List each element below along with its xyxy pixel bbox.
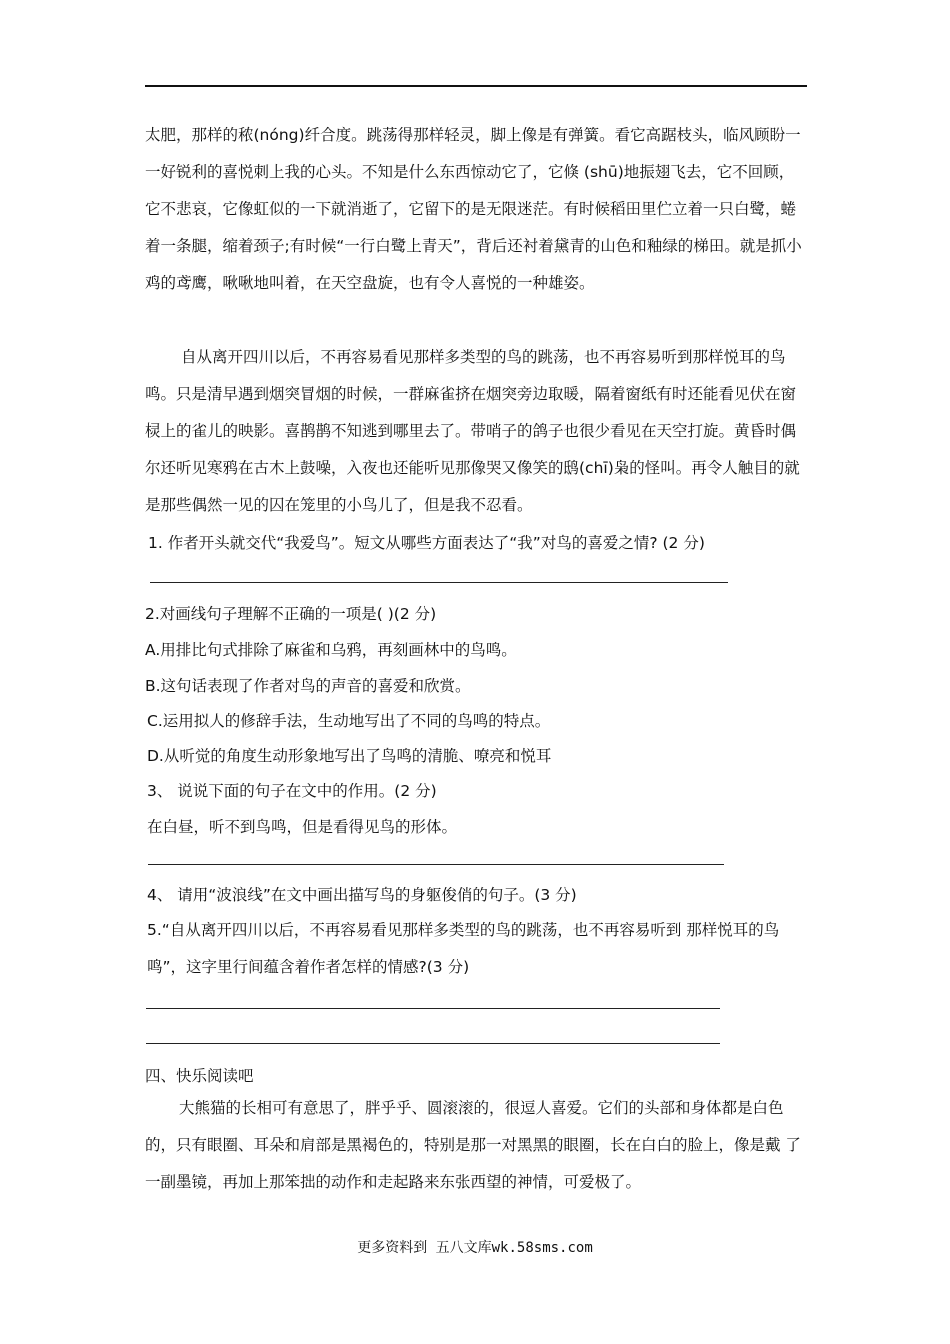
option-b: B.这句话表现了作者对鸟的声音的喜爱和欣赏。 (145, 677, 471, 695)
question-3-sentence: 在白昼，听不到鸟鸣，但是看得见鸟的形体。 (147, 818, 458, 836)
passage-paragraph-2: 自从离开四川以后，不再容易看见那样多类型的鸟的跳荡，也不再容易听到那样悦耳的鸟鸣。只是清早遇到烟突冒烟的时候，一群麻雀挤在烟突旁边取暖，隔着窗纸有时还能看见伏在窗棂上的雀儿的映影。喜鹊鹊不知逃到哪里去了。带哨子的鸽子也很少看见在天空打旋。黄昏时偶尔还听见寒鸦在古木上鼓噪，入夜也还能听见那像哭又像笑的鸱(chī)枭的怪叫。再令人触目的就是那些偶然一见的囚在笼里的小鸟儿了，但是我不忍看。 (145, 348, 800, 514)
passage-paragraph-1: 太肥，那样的秾(nóng)纤合度。跳荡得那样轻灵，脚上像是有弹簧。看它高踞枝头，临风顾盼一一好锐利的喜悦刺上我的心头。不知是什么东西惊动它了，它倏 (shū)地振翅飞去，它不回顾，它不悲哀，它像虹似的一下就消逝了，它留下的是无限迷茫。有时候稻田里伫立着一只白鹭，蜷着一条腿，缩着颈子;有时候“一行白鹭上青天”，背后还衬着黛青的山色和釉绿的梯田。就是抓小鸡的鸢鹰，啾啾地叫着，在天空盘旋，也有令人喜悦的一种雄姿。 (145, 126, 802, 292)
question-1: 1. 作者开头就交代“我爱鸟”。短文从哪些方面表达了“我”对鸟的喜爱之情? (2 分) (148, 534, 705, 552)
answer-line-q5-2[interactable] (146, 1043, 720, 1044)
question-5: 5.“自从离开四川以后，不再容易看见那样多类型的鸟的跳荡，也不再容易听到 那样悦耳的鸟鸣”，这字里行间蕴含着作者怎样的情感?(3 分) (147, 921, 780, 976)
answer-line-q1[interactable] (150, 582, 728, 583)
footer-source: 更多资料到 五八文库wk.58sms.com (357, 1240, 593, 1256)
answer-line-q3[interactable] (148, 864, 724, 865)
question-2: 2.对画线句子理解不正确的一项是( )(2 分) (145, 605, 437, 623)
section-4-heading: 四、快乐阅读吧 (145, 1067, 254, 1085)
top-rule (145, 85, 807, 87)
section-4-paragraph: 大熊猫的长相可有意思了，胖乎乎、圆滚滚的，很逗人喜爱。它们的头部和身体都是白色 的，只有眼圈、耳朵和肩部是黑褐色的，特别是那一对黑黑的眼圈，长在白白的脸上，像是戴 了一副墨镜，再加上那笨拙的动作和走起路来东张西望的神情，可爱极了。 (145, 1099, 801, 1191)
answer-line-q5-1[interactable] (146, 1008, 720, 1009)
question-4: 4、 请用“波浪线”在文中画出描写鸟的身躯俊俏的句子。(3 分) (147, 886, 577, 904)
option-c: C.运用拟人的修辞手法，生动地写出了不同的鸟鸣的特点。 (147, 712, 551, 730)
option-a: A.用排比句式排除了麻雀和乌鸦，再刻画林中的鸟鸣。 (145, 641, 517, 659)
option-d: D.从听觉的角度生动形象地写出了鸟鸣的清脆、嘹亮和悦耳 (147, 747, 552, 765)
question-3: 3、 说说下面的句子在文中的作用。(2 分) (147, 782, 437, 800)
